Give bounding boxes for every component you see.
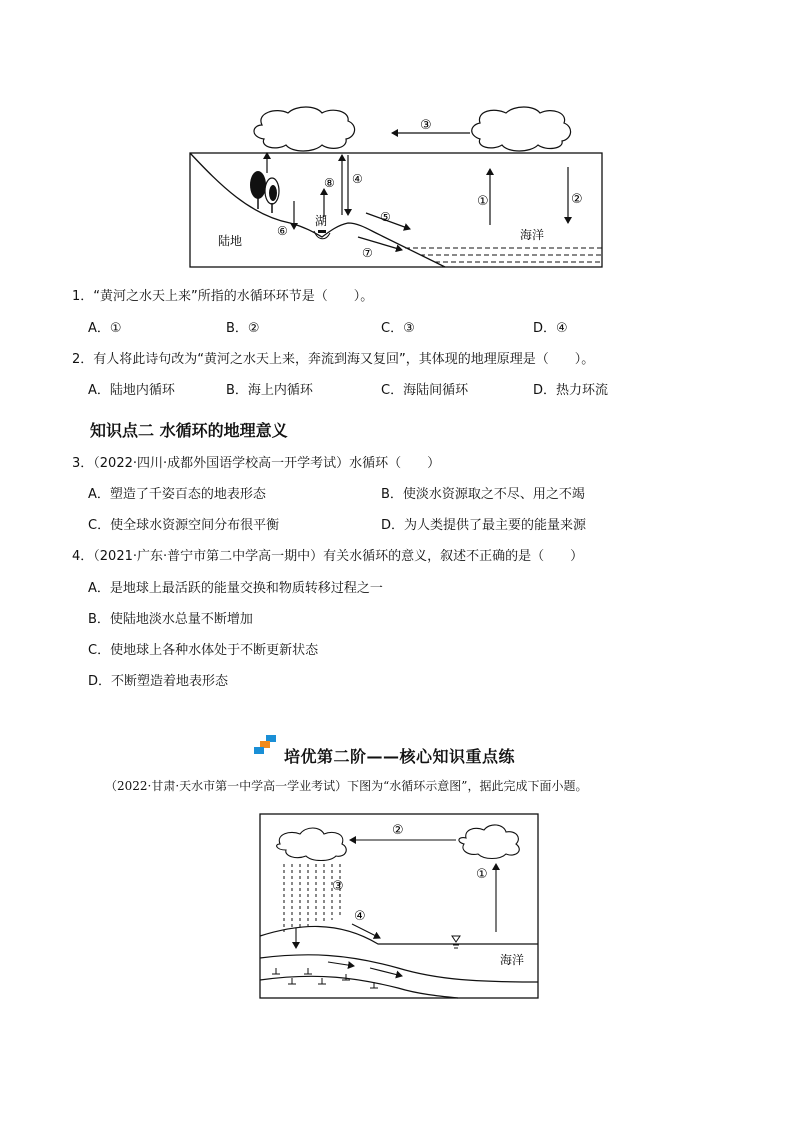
land-label: 陆地 — [218, 234, 243, 248]
q1-option-c[interactable]: C．③ — [381, 321, 415, 336]
label-5: ⑤ — [380, 210, 391, 224]
section-heading: 知识点二 水循环的地理意义 — [90, 421, 288, 440]
q1-option-b[interactable]: B．② — [226, 321, 260, 336]
water-cycle-diagram-1 — [180, 105, 620, 275]
q1-option-a[interactable]: A．① — [88, 321, 122, 336]
question-4-stem: 4．（2021·广东·普宁市第二中学高一期中）有关水循环的意义，叙述不正确的是（ ） — [72, 549, 584, 564]
q3-option-a[interactable]: A．塑造了千姿百态的地表形态 — [88, 487, 266, 502]
question-1-stem: 1．“黄河之水天上来”所指的水循环环节是（ ）。 — [72, 289, 374, 304]
q4-option-a[interactable]: A．是地球上最活跃的能量交换和物质转移过程之一 — [88, 581, 383, 596]
q4-option-b[interactable]: B．使陆地淡水总量不断增加 — [88, 612, 253, 627]
question-2-stem: 2．有人将此诗句改为“黄河之水天上来，奔流到海又复回”，其体现的地理原理是（ ）。 — [72, 352, 595, 367]
q4-option-d[interactable]: D．不断塑造着地表形态 — [88, 674, 229, 689]
q2-option-c[interactable]: C．海陆间循环 — [381, 383, 469, 398]
part-2-title: 培优第二阶——核心知识重点练 — [284, 747, 516, 766]
label-8: ⑧ — [324, 176, 335, 190]
question-3-stem: 3．（2022·四川·成都外国语学校高一开学考试）水循环（ ） — [72, 456, 441, 471]
q1-option-d[interactable]: D．④ — [533, 321, 568, 336]
q3-option-b[interactable]: B．使淡水资源取之不尽、用之不竭 — [381, 487, 585, 502]
q3-option-c[interactable]: C．使全球水资源空间分布很平衡 — [88, 518, 280, 533]
fig2-label-4: ④ — [354, 909, 366, 924]
label-2: ② — [571, 192, 583, 207]
q2-option-b[interactable]: B．海上内循环 — [226, 383, 313, 398]
ocean-label: 海洋 — [520, 228, 545, 242]
section-marker-icon — [254, 733, 280, 755]
label-3: ③ — [420, 118, 432, 133]
lake-label: 湖 — [315, 214, 328, 228]
fig2-label-2: ② — [392, 823, 404, 838]
fig2-ocean-label: 海洋 — [500, 953, 525, 967]
part-2-intro: （2022·甘肃·天水市第一中学高一学业考试）下图为“水循环示意图”，据此完成下面小题。 — [105, 779, 588, 793]
q2-option-a[interactable]: A．陆地内循环 — [88, 383, 175, 398]
cloud-left — [254, 107, 355, 151]
cloud-right — [472, 107, 571, 151]
water-cycle-diagram-2 — [258, 812, 540, 1000]
fig2-label-1: ① — [476, 867, 488, 882]
label-6: ⑥ — [277, 224, 288, 238]
label-4: ④ — [352, 172, 363, 186]
label-7: ⑦ — [362, 246, 373, 260]
q3-option-d[interactable]: D．为人类提供了最主要的能量来源 — [381, 518, 587, 533]
label-1: ① — [477, 194, 489, 209]
q2-option-d[interactable]: D．热力环流 — [533, 383, 609, 398]
fig2-label-3: ③ — [332, 879, 344, 894]
q4-option-c[interactable]: C．使地球上各种水体处于不断更新状态 — [88, 643, 319, 658]
